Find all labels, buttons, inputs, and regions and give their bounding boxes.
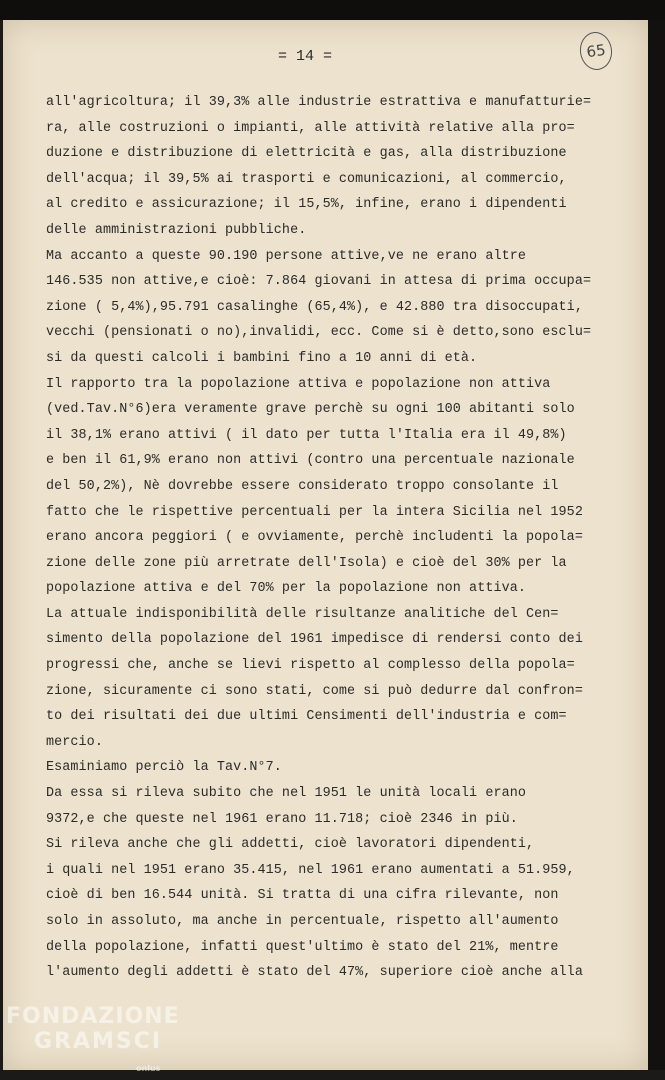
text-line: 9372,e che queste nel 1961 erano 11.718; cioè 2346 in più. [46,811,518,827]
text-line: duzione e distribuzione di elettricità e gas, alla distribuzione [46,146,567,162]
text-line: l'aumento degli addetti è stato del 47%, superiore cioè anche alla [46,965,583,981]
text-line: La attuale indisponibilità delle risultanze analitiche del Cen= [46,606,559,622]
text-line: zione, sicuramente ci sono stati, come si può dedurre dal confron= [46,683,583,699]
text-line: ra, alle costruzioni o impianti, alle attività relative alla pro= [46,120,575,136]
text-line: cioè di ben 16.544 unità. Si tratta di una cifra rilevante, non [46,888,559,904]
text-line: al credito e assicurazione; il 15,5%, infine, erano i dipendenti [46,197,567,213]
scanner-top-border [0,0,665,20]
text-line: Esaminiamo perciò la Tav.N°7. [46,760,282,776]
text-line: vecchi (pensionati o no),invalidi, ecc. Come si è detto,sono esclu= [46,325,592,341]
text-line: del 50,2%), Nè dovrebbe essere considerato troppo consolante il [46,478,559,494]
text-line: zione delle zone più arretrate dell'Isola) e cioè del 30% per la [46,555,567,571]
watermark-line: FONDAZIONE [6,1004,180,1029]
text-line: il 38,1% erano attivi ( il dato per tutta l'Italia era il 49,8%) [46,427,567,443]
text-line: all'agricoltura; il 39,3% alle industrie estrattiva e manufatturie= [46,95,592,110]
fondazione-gramsci-watermark-logo [6,1004,180,1073]
text-line: Ma accanto a queste 90.190 persone attive,ve ne erano altre [46,248,527,264]
text-line: erano ancora peggiori ( e ovviamente, perchè includenti la popola= [46,530,583,546]
text-line: delle amministrazioni pubbliche. [46,222,307,238]
text-line: e ben il 61,9% erano non attivi (contro una percentuale nazionale [46,453,575,469]
text-line: zione ( 5,4%),95.791 casalinghe (65,4%), e 42.880 tra disoccupati, [46,299,583,315]
text-line: 146.535 non attive,e cioè: 7.864 giovani in attesa di prima occupa= [46,274,592,290]
text-line: della popolazione, infatti quest'ultimo è stato del 21%, mentre [46,939,559,955]
handwritten-page-annotation: 65 [578,30,615,72]
text-line: fatto che le rispettive percentuali per la intera Sicilia nel 1952 [46,504,583,520]
scanner-right-border [648,20,665,1070]
text-line: simento della popolazione del 1961 impedisce di rendersi conto dei [46,632,583,648]
text-line: mercio. [46,734,103,750]
text-line: dell'acqua; il 39,5% ai trasporti e comunicazioni, al commercio, [46,171,567,187]
text-line: si da questi calcoli i bambini fino a 10 anni di età. [46,350,478,366]
watermark-line: onlus [136,1064,161,1073]
text-line: Da essa si rileva subito che nel 1951 le unità locali erano [46,786,527,802]
text-line: popolazione attiva e del 70% per la popolazione non attiva. [46,581,527,597]
page-number: = 14 = [277,48,332,65]
text-line: i quali nel 1951 erano 35.415, nel 1961 erano aumentati a 51.959, [46,862,575,878]
body-text [46,90,616,986]
text-line: (ved.Tav.N°6)era veramente grave perchè su ogni 100 abitanti solo [46,402,575,418]
text-line: Il rapporto tra la popolazione attiva e popolazione non attiva [46,376,551,392]
text-line: solo in assoluto, ma anche in percentuale, rispetto all'aumento [46,914,559,929]
text-line: to dei risultati dei due ultimi Censimenti dell'industria e com= [46,709,567,725]
watermark-line: GRAMSCI [34,1029,163,1054]
text-line: progressi che, anche se lievi rispetto al complesso della popola= [46,658,575,674]
text-line: Si rileva anche che gli addetti, cioè lavoratori dipendenti, [46,837,535,853]
